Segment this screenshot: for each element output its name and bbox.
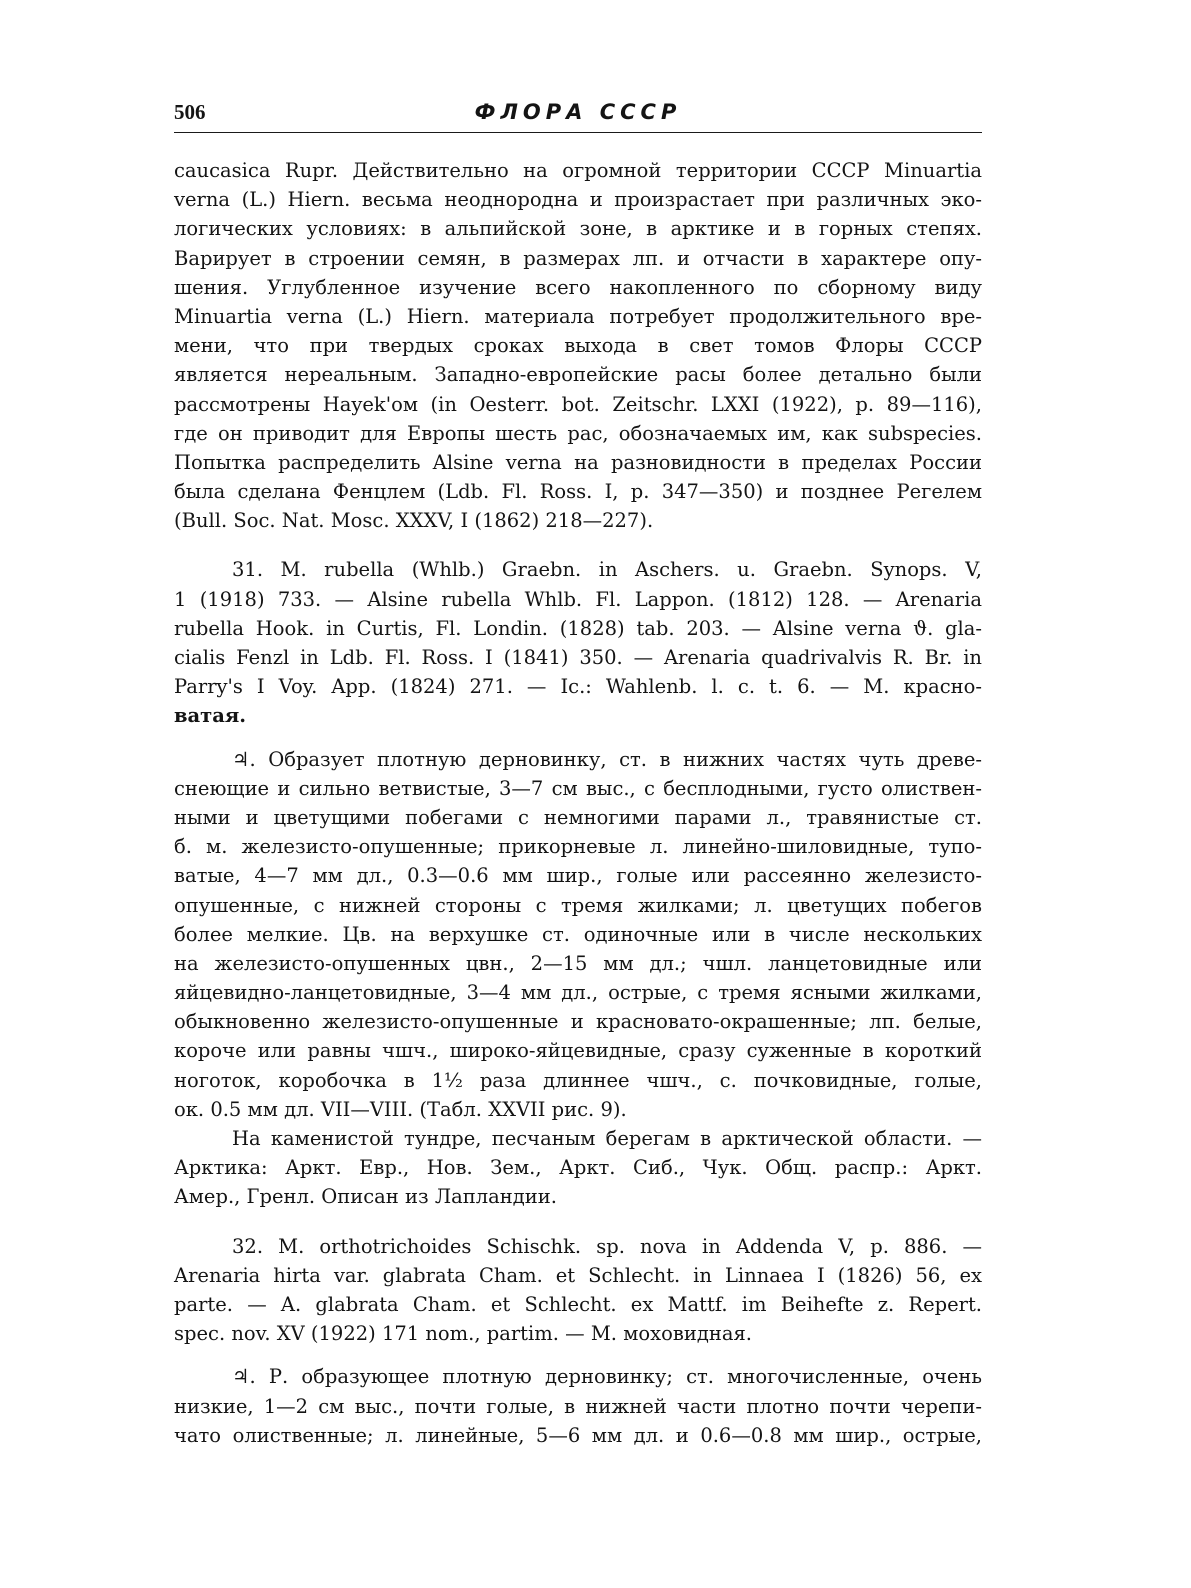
species-31-description <box>174 745 982 1124</box>
text-line: низкие, 1—2 см выс., почти голые, в нижней части плотно почти черепи- <box>174 1394 982 1418</box>
species-32-synonymy <box>174 1232 982 1349</box>
text-line: снеющие и сильно ветвистые, 3—7 см выс., с бесплодными, густо олиствен- <box>174 776 982 800</box>
text-line: На каменистой тундре, песчаным берегам в арктической области. — <box>232 1127 982 1150</box>
text-line: verna (L.) Hiern. весьма неоднородна и произрастает при различных эко- <box>174 188 982 212</box>
text-line: опушенные, с нижней стороны с тремя жилками; л. цветущих побегов <box>174 893 982 917</box>
spacer <box>174 1348 982 1362</box>
running-title: ФЛОРА СССР <box>474 100 682 124</box>
body-text <box>174 156 982 1450</box>
header-rule <box>174 132 982 133</box>
text-line: 31. M. rubella (Whlb.) Graebn. in Aschers. u. Graebn. Synops. V, <box>232 558 982 582</box>
text-line: б. м. железисто-опушенные; прикорневые л. линейно-шиловидные, тупо- <box>174 835 982 859</box>
text-line: Minuartia verna (L.) Hiern. материала потребует продолжительного вре- <box>174 304 982 328</box>
text-line: обыкновенно железисто-опушенные и красновато-окрашенные; лп. белые, <box>174 1010 982 1034</box>
text-line: ными и цветущими побегами с немногими парами л., травянистые ст. <box>174 805 982 829</box>
species-31-synonymy <box>174 555 982 730</box>
spacer <box>174 1212 982 1232</box>
species-31-distribution <box>174 1124 982 1212</box>
text-line: caucasica Rupr. Действительно на огромной территории СССР Minuartia <box>174 159 982 182</box>
text-line: мени, что при твердых сроках выхода в свет томов Флоры СССР <box>174 334 982 358</box>
page-number: 506 <box>174 100 206 124</box>
text-line: Варирует в строении семян, в размерах лп. и отчасти в характере опу- <box>174 246 982 270</box>
text-line: ♃. Образует плотную дерновинку, ст. в нижних частях чуть древе- <box>232 747 982 771</box>
text-line: Arenaria hirta var. glabrata Cham. et Schlecht. in Linnaea I (1826) 56, ex <box>174 1263 982 1287</box>
text-line: короче или равны чшч., широко-яйцевидные, сразу суженные в короткий <box>174 1039 982 1063</box>
text-line: логических условиях: в альпийской зоне, в арктике и в горных степях. <box>174 217 982 241</box>
text-line: Арктика: Аркт. Евр., Нов. Зем., Аркт. Сиб., Чук. Общ. распр.: Аркт. <box>174 1156 982 1180</box>
text-line: чато олиственные; л. линейные, 5—6 мм дл. и 0.6—0.8 мм шир., острые, <box>174 1423 982 1447</box>
text-line: более мелкие. Цв. на верхушке ст. одиночные или в числе нескольких <box>174 922 982 946</box>
text-line: cialis Fenzl in Ldb. Fl. Ross. I (1841) 350. — Arenaria quadrivalvis R. Br. in <box>174 646 982 669</box>
species-32-description <box>174 1362 982 1450</box>
text-line: rubella Hook. in Curtis, Fl. Londin. (1828) tab. 203. — Alsine verna ϑ. gla- <box>174 616 982 640</box>
text-line: рассмотрены Hayek'ом (in Oesterr. bot. Zeitschr. LXXI (1922), p. 89—116), <box>174 392 982 416</box>
text-line: на железисто-опушенных цвн., 2—15 мм дл.; чшл. ланцетовидные или <box>174 951 982 975</box>
text-line: шения. Углубленное изучение всего накопленного по сборному виду <box>174 275 982 299</box>
text-line: parte. — A. glabrata Cham. et Schlecht. ex Mattf. im Beihefte z. Repert. <box>174 1292 982 1316</box>
text-line: где он приводит для Европы шесть рас, обозначаемых им, как subspecies. <box>174 421 982 445</box>
text-line: ватая. <box>174 704 247 728</box>
spacer <box>174 535 982 555</box>
text-line: яйцевидно-ланцетовидные, 3—4 мм дл., острые, с тремя ясными жилками, <box>174 981 982 1005</box>
text-line: spec. nov. XV (1922) 171 nom., partim. — M. моховидная. <box>174 1322 752 1346</box>
text-line: Попытка распределить Alsine verna на разновидности в пределах России <box>174 450 982 474</box>
text-line: ♃. Р. образующее плотную дерновинку; ст. многочисленные, очень <box>232 1365 982 1389</box>
spacer <box>174 731 982 745</box>
text-line: (Bull. Soc. Nat. Mosc. XXXV, I (1862) 218—227). <box>174 509 654 533</box>
text-line: 1 (1918) 733. — Alsine rubella Whlb. Fl. Lappon. (1812) 128. — Arenaria <box>174 587 982 611</box>
text-line: была сделана Фенцлем (Ldb. Fl. Ross. I, p. 347—350) и позднее Регелем <box>174 480 982 504</box>
text-line: Амер., Гренл. Описан из Лапландии. <box>174 1185 557 1209</box>
text-line: 32. M. orthotrichoides Schischk. sp. nova in Addenda V, p. 886. — <box>232 1234 982 1258</box>
text-line: ноготок, коробочка в 1½ раза длиннее чшч., с. почковидные, голые, <box>174 1068 982 1092</box>
text-line: является нереальным. Западно-европейские расы более детально были <box>174 363 982 387</box>
text-line: ок. 0.5 мм дл. VII—VIII. (Табл. XXVII рис. 9). <box>174 1097 627 1121</box>
page-header <box>174 98 982 132</box>
text-line: Parry's I Voy. App. (1824) 271. — Ic.: Wahlenb. l. c. t. 6. — M. красно- <box>174 675 982 699</box>
paragraph-discussion <box>174 156 982 535</box>
text-line: ватые, 4—7 мм дл., 0.3—0.6 мм шир., голые или рассеянно железисто- <box>174 864 982 888</box>
